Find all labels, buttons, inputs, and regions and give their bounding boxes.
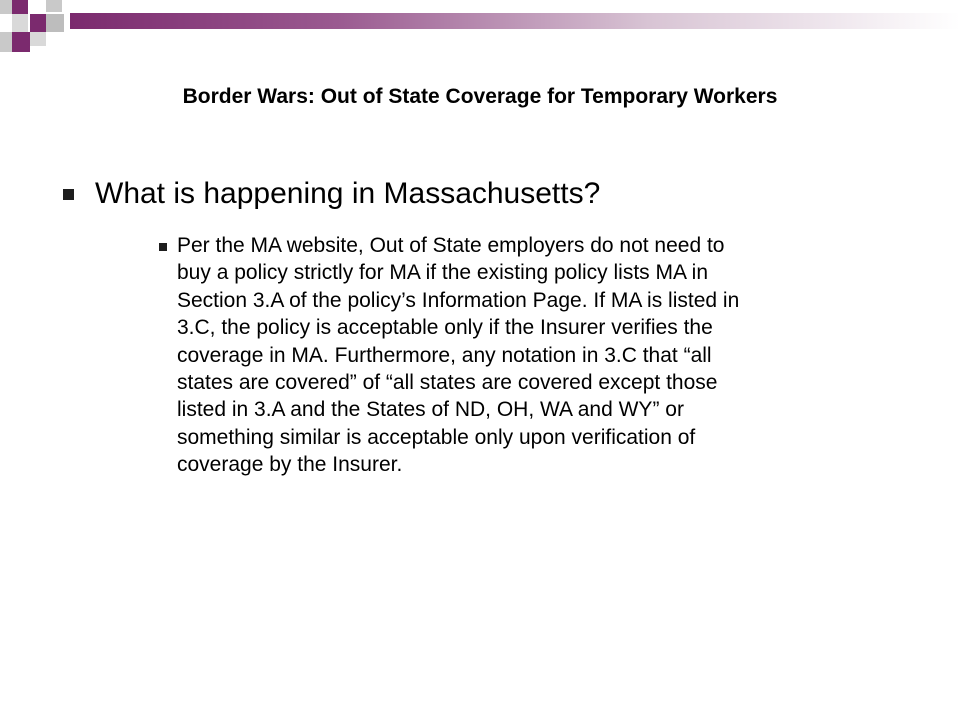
deco-square-gray-1: [0, 0, 12, 14]
sub-bullet-text: [177, 232, 907, 479]
slide-title: Border Wars: Out of State Coverage for Temporary Workers: [182, 85, 778, 108]
sub-bullet-square-icon: [159, 243, 167, 251]
deco-square-purple-3: [12, 32, 30, 52]
deco-square-gray-5: [0, 32, 12, 52]
sub-bullet-line: coverage in MA. Furthermore, any notation in 3.C that “all: [177, 343, 712, 367]
deco-square-purple-1: [12, 0, 28, 14]
deco-square-purple-2: [30, 14, 46, 32]
bullet-square-icon: [63, 189, 74, 200]
sub-bullet-line: something similar is acceptable only upon verification of: [177, 425, 696, 449]
sub-bullet-line: listed in 3.A and the States of ND, OH, WA and WY” or: [177, 398, 684, 422]
sub-bullet-line: coverage by the Insurer.: [177, 453, 403, 477]
sub-bullet-line: 3.C, the policy is acceptable only if the Insurer verifies the: [177, 316, 713, 340]
bullet-heading: What is happening in Massachusetts?: [95, 177, 601, 210]
deco-square-gray-4: [46, 14, 64, 32]
header-gradient-bar: [70, 13, 960, 29]
sub-bullet-line: Per the MA website, Out of State employers do not need to: [177, 234, 725, 257]
sub-bullet-line: Section 3.A of the policy’s Information Page. If MA is listed in: [177, 288, 740, 312]
deco-square-gray-6: [30, 32, 46, 46]
sub-bullet-line: buy a policy strictly for MA if the existing policy lists MA in: [177, 261, 709, 285]
deco-square-gray-3: [12, 14, 28, 32]
sub-bullet-line: states are covered” of “all states are covered except those: [177, 371, 718, 395]
